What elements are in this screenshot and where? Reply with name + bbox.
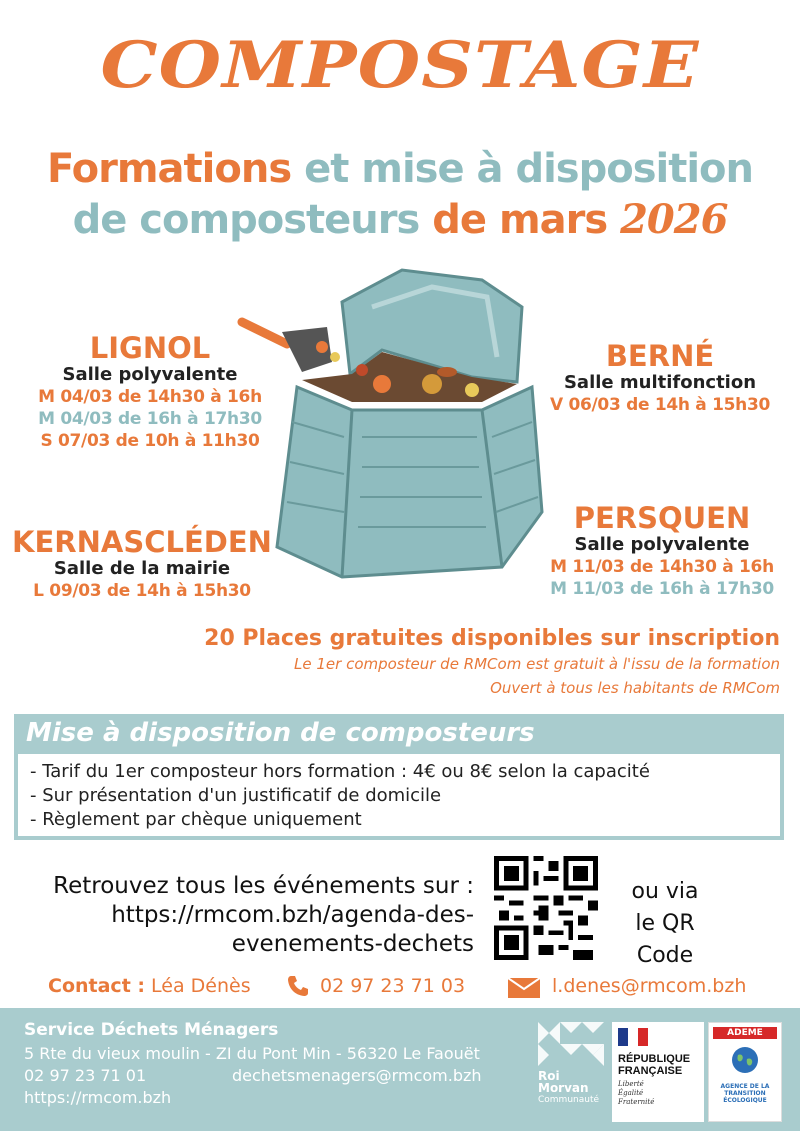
registration-info: [180, 626, 780, 700]
session-date: S 07/03 de 10h à 11h30: [40, 431, 260, 451]
globe-icon: [730, 1045, 760, 1075]
contact-label: Contact :: [48, 975, 145, 997]
places-note: Ouvert à tous les habitants de RMCom: [490, 679, 780, 697]
contact-name-block: [48, 975, 251, 997]
footer-web[interactable]: https://rmcom.bzh: [24, 1088, 172, 1107]
rf-motto-word: Égalité: [618, 1089, 644, 1097]
rmcom-logo-word: Morvan: [538, 1081, 589, 1095]
location-name: LIGNOL: [89, 331, 211, 365]
marianne-flag-icon: [618, 1028, 648, 1046]
contact-email[interactable]: l.denes@rmcom.bzh: [552, 975, 747, 997]
qr-hint-line: ou via: [631, 879, 699, 904]
footer-address: 5 Rte du vieux moulin - ZI du Pont Min - 56320 Le Faouët: [24, 1044, 480, 1063]
rf-line: RÉPUBLIQUE: [618, 1053, 691, 1065]
rf-motto-word: Fraternité: [618, 1098, 655, 1106]
subtitle-year: 2026: [620, 196, 728, 243]
places-note: Le 1er composteur de RMCom est gratuit à l'issu de la formation: [294, 655, 780, 673]
list-item: - Règlement par chèque uniquement: [30, 809, 362, 830]
location-hall: Salle de la mairie: [53, 558, 231, 579]
location-kernascleden: [8, 526, 276, 602]
rmcom-logo-icon: [538, 1022, 604, 1066]
location-name: BERNÉ: [605, 339, 715, 373]
session-date: M 11/03 de 14h30 à 16h: [550, 557, 774, 577]
session-date: M 04/03 de 16h à 17h30: [38, 409, 262, 429]
events-link[interactable]: https://rmcom.bzh/agenda-des-: [111, 902, 474, 928]
list-item: - Sur présentation d'un justificatif de domicile: [30, 785, 442, 806]
dispo-header: Mise à disposition de composteurs: [26, 718, 535, 748]
location-name: PERSQUEN: [573, 501, 751, 535]
footer-email[interactable]: dechetsmenagers@rmcom.bzh: [232, 1066, 482, 1085]
rmcom-logo-text: [538, 1070, 599, 1106]
rmcom-logo-word: Roi: [538, 1069, 560, 1083]
rf-name: [618, 1053, 698, 1077]
location-persquen: [536, 502, 788, 600]
location-berne: [532, 340, 788, 416]
subtitle-mise-a-disposition: et mise à disposition: [304, 146, 754, 192]
ademe-logo: [708, 1022, 782, 1122]
subtitle-line-1: [0, 146, 800, 192]
qr-hint-line: le QR Code: [635, 911, 695, 968]
ademe-subtitle: AGENCE DE LA TRANSITION ÉCOLOGIQUE: [720, 1083, 770, 1104]
ademe-label: ADEME: [713, 1027, 777, 1039]
footer-phone: 02 97 23 71 01: [24, 1066, 147, 1085]
location-name: KERNASCLÉDEN: [12, 525, 272, 559]
session-date: L 09/03 de 14h à 15h30: [33, 581, 251, 601]
events-intro: Retrouvez tous les événements sur :: [53, 873, 474, 899]
subtitle-composteurs: de composteurs: [72, 197, 420, 243]
rmcom-logo-word: Communauté: [538, 1095, 600, 1105]
session-date: M 04/03 de 14h30 à 16h: [38, 387, 262, 407]
location-lignol: [8, 332, 292, 452]
footer: [0, 1008, 800, 1131]
page-title: COMPOSTAGE: [100, 28, 700, 103]
qr-hint: [610, 876, 720, 972]
phone-icon: [286, 974, 310, 998]
contact-name: Léa Dénès: [151, 975, 251, 997]
session-date: M 11/03 de 16h à 17h30: [550, 579, 774, 599]
dispo-panel: [14, 714, 784, 840]
contact-phone[interactable]: 02 97 23 71 03: [320, 975, 466, 997]
location-hall: Salle polyvalente: [574, 534, 750, 555]
rf-line: FRANÇAISE: [618, 1065, 683, 1077]
subtitle-line-2: [0, 196, 800, 243]
dispo-list: [18, 754, 780, 836]
subtitle-formations: Formations: [46, 146, 292, 192]
subtitle-de-mars: de mars: [432, 197, 608, 243]
events-link-cont[interactable]: evenements-dechets: [231, 931, 474, 957]
rf-motto-word: Liberté: [618, 1080, 644, 1088]
rf-motto: [618, 1080, 698, 1107]
republique-francaise-logo: [612, 1022, 704, 1122]
footer-service: Service Déchets Ménagers: [24, 1020, 279, 1040]
location-hall: Salle multifonction: [563, 372, 757, 393]
events-text: [10, 872, 474, 959]
email-icon: [508, 978, 540, 998]
qr-code[interactable]: [494, 856, 598, 960]
list-item: - Tarif du 1er composteur hors formation : 4€ ou 8€ selon la capacité: [30, 761, 650, 782]
session-date: V 06/03 de 14h à 15h30: [549, 395, 771, 415]
location-hall: Salle polyvalente: [62, 364, 238, 385]
places-headline: 20 Places gratuites disponibles sur inscription: [204, 626, 780, 651]
